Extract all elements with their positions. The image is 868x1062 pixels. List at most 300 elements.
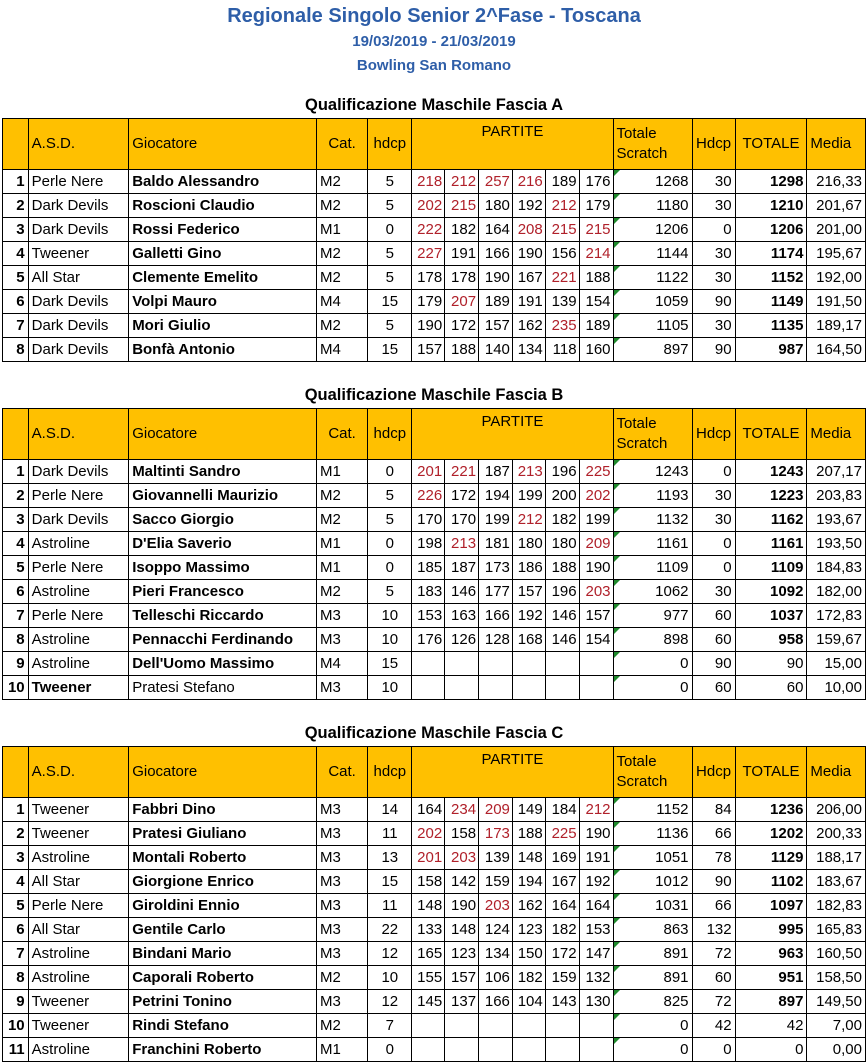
table-row [3, 266, 866, 290]
row-game-score [512, 1014, 545, 1038]
row-game-score: 192 [512, 604, 545, 628]
row-position: 5 [3, 894, 29, 918]
row-media: 182,83 [807, 894, 866, 918]
row-game-score: 169 [545, 846, 579, 870]
row-media: 172,83 [807, 604, 866, 628]
row-game-score: 163 [445, 604, 479, 628]
row-asd: Tweener [28, 990, 129, 1014]
row-media: 192,00 [807, 266, 866, 290]
row-totale: 1243 [735, 460, 807, 484]
table-row [3, 314, 866, 338]
row-category: M3 [316, 676, 367, 700]
row-player-name: Sacco Giorgio [129, 508, 317, 532]
row-player-name: Galletti Gino [129, 242, 317, 266]
row-hdcp-total: 30 [692, 266, 735, 290]
row-media: 200,33 [807, 822, 866, 846]
row-category: M2 [316, 266, 367, 290]
row-hdcp: 15 [368, 338, 412, 362]
row-player-name: Mori Giulio [129, 314, 317, 338]
header-totale: TOTALE [735, 119, 807, 170]
row-hdcp: 11 [368, 822, 412, 846]
table-row [3, 628, 866, 652]
row-game-score: 199 [579, 508, 613, 532]
row-hdcp: 10 [368, 676, 412, 700]
row-category: M2 [316, 314, 367, 338]
row-game-score: 182 [545, 508, 579, 532]
row-game-score: 203 [445, 846, 479, 870]
header-cat: Cat. [316, 119, 367, 170]
row-category: M1 [316, 1038, 367, 1062]
row-player-name: Volpi Mauro [129, 290, 317, 314]
row-game-score: 203 [479, 894, 513, 918]
row-category: M3 [316, 942, 367, 966]
row-totale-scratch: 1136 [613, 822, 692, 846]
row-game-score: 190 [579, 822, 613, 846]
row-hdcp-total: 84 [692, 798, 735, 822]
row-game-score: 209 [479, 798, 513, 822]
row-hdcp: 5 [368, 484, 412, 508]
row-category: M3 [316, 894, 367, 918]
row-totale: 60 [735, 676, 807, 700]
row-game-score: 172 [445, 484, 479, 508]
row-media: 216,33 [807, 170, 866, 194]
row-hdcp: 15 [368, 290, 412, 314]
row-game-score: 202 [412, 822, 445, 846]
row-game-score [412, 652, 445, 676]
row-game-score: 148 [512, 846, 545, 870]
row-asd: Astroline [28, 1038, 129, 1062]
row-game-score [579, 652, 613, 676]
row-media: 7,00 [807, 1014, 866, 1038]
row-game-score [545, 652, 579, 676]
header-giocatore: Giocatore [129, 119, 317, 170]
row-position: 9 [3, 652, 29, 676]
row-player-name: Bonfà Antonio [129, 338, 317, 362]
row-asd: Dark Devils [28, 194, 129, 218]
row-totale-scratch: 1031 [613, 894, 692, 918]
row-game-score: 225 [545, 822, 579, 846]
row-game-score: 176 [412, 628, 445, 652]
row-media: 183,67 [807, 870, 866, 894]
row-asd: Astroline [28, 580, 129, 604]
row-game-score: 189 [545, 170, 579, 194]
row-asd: Dark Devils [28, 508, 129, 532]
row-hdcp-total: 30 [692, 242, 735, 266]
row-media: 149,50 [807, 990, 866, 1014]
row-totale: 1109 [735, 556, 807, 580]
header-partite: PARTITE [412, 409, 613, 460]
row-hdcp-total: 90 [692, 652, 735, 676]
table-row [3, 1014, 866, 1038]
row-asd: Dark Devils [28, 218, 129, 242]
row-game-score: 149 [512, 798, 545, 822]
row-game-score: 192 [512, 194, 545, 218]
row-game-score: 207 [445, 290, 479, 314]
row-totale-scratch: 1152 [613, 798, 692, 822]
row-game-score: 188 [545, 556, 579, 580]
row-hdcp: 12 [368, 942, 412, 966]
table-row [3, 966, 866, 990]
row-game-score: 190 [479, 266, 513, 290]
row-game-score: 165 [412, 942, 445, 966]
header-hdcp-total: Hdcp [692, 409, 735, 460]
table-row [3, 676, 866, 700]
row-game-score: 132 [579, 966, 613, 990]
row-hdcp: 14 [368, 798, 412, 822]
row-game-score [445, 676, 479, 700]
row-totale-scratch: 1206 [613, 218, 692, 242]
row-asd: Dark Devils [28, 338, 129, 362]
row-asd: Astroline [28, 846, 129, 870]
row-hdcp-total: 72 [692, 942, 735, 966]
row-category: M2 [316, 966, 367, 990]
header-pos [3, 409, 29, 460]
row-position: 7 [3, 314, 29, 338]
report-title: Regionale Singolo Senior 2^Fase - Toscana [227, 5, 641, 27]
row-game-score: 173 [479, 556, 513, 580]
row-game-score: 148 [412, 894, 445, 918]
table-row [3, 290, 866, 314]
row-category: M3 [316, 990, 367, 1014]
row-player-name: Giroldini Ennio [129, 894, 317, 918]
table-row [3, 338, 866, 362]
row-asd: All Star [28, 266, 129, 290]
row-hdcp: 22 [368, 918, 412, 942]
row-hdcp: 0 [368, 556, 412, 580]
row-asd: All Star [28, 870, 129, 894]
row-game-score: 214 [579, 242, 613, 266]
row-position: 3 [3, 218, 29, 242]
row-position: 7 [3, 604, 29, 628]
row-totale-scratch: 891 [613, 966, 692, 990]
header-totale-scratch [613, 747, 692, 798]
row-game-score [545, 1038, 579, 1062]
row-asd: Dark Devils [28, 460, 129, 484]
row-position: 6 [3, 918, 29, 942]
table-row [3, 894, 866, 918]
row-hdcp-total: 66 [692, 822, 735, 846]
row-totale-scratch: 0 [613, 652, 692, 676]
row-game-score: 179 [579, 194, 613, 218]
row-hdcp-total: 42 [692, 1014, 735, 1038]
row-hdcp: 5 [368, 314, 412, 338]
row-game-score: 162 [512, 894, 545, 918]
row-game-score: 170 [412, 508, 445, 532]
table-row [3, 870, 866, 894]
row-position: 6 [3, 290, 29, 314]
row-game-score: 154 [579, 628, 613, 652]
row-game-score: 182 [545, 918, 579, 942]
row-asd: Perle Nere [28, 170, 129, 194]
row-game-score: 172 [545, 942, 579, 966]
header-hdcp-total: Hdcp [692, 119, 735, 170]
row-totale-scratch: 0 [613, 1038, 692, 1062]
row-position: 4 [3, 870, 29, 894]
row-game-score: 164 [412, 798, 445, 822]
row-totale-scratch: 1268 [613, 170, 692, 194]
row-game-score: 130 [579, 990, 613, 1014]
header-pos [3, 747, 29, 798]
table-row [3, 218, 866, 242]
row-game-score: 190 [579, 556, 613, 580]
report-venue: Bowling San Romano [356, 57, 512, 74]
row-totale: 958 [735, 628, 807, 652]
table-row [3, 580, 866, 604]
row-game-score: 202 [412, 194, 445, 218]
header-asd: A.S.D. [28, 119, 129, 170]
row-game-score [412, 1038, 445, 1062]
row-hdcp: 5 [368, 508, 412, 532]
row-game-score: 208 [512, 218, 545, 242]
table-row [3, 460, 866, 484]
row-asd: Perle Nere [28, 484, 129, 508]
row-hdcp: 12 [368, 990, 412, 1014]
row-hdcp: 11 [368, 894, 412, 918]
row-game-score: 190 [445, 894, 479, 918]
header-totale: TOTALE [735, 747, 807, 798]
table-row [3, 194, 866, 218]
row-hdcp-total: 78 [692, 846, 735, 870]
row-position: 1 [3, 460, 29, 484]
row-game-score: 177 [479, 580, 513, 604]
row-category: M4 [316, 290, 367, 314]
table-row [3, 508, 866, 532]
row-game-score: 178 [445, 266, 479, 290]
row-game-score [479, 652, 513, 676]
header-hdcp: hdcp [368, 747, 412, 798]
row-game-score [479, 676, 513, 700]
table-row [3, 990, 866, 1014]
header-cat: Cat. [316, 409, 367, 460]
row-game-score: 137 [445, 990, 479, 1014]
row-game-score: 168 [512, 628, 545, 652]
row-media: 189,17 [807, 314, 866, 338]
row-category: M1 [316, 532, 367, 556]
row-game-score: 215 [445, 194, 479, 218]
table-row [3, 242, 866, 266]
row-game-score: 154 [579, 290, 613, 314]
header-pos [3, 119, 29, 170]
row-game-score [545, 1014, 579, 1038]
row-hdcp: 0 [368, 1038, 412, 1062]
row-game-score [445, 652, 479, 676]
row-category: M2 [316, 1014, 367, 1038]
row-media: 201,67 [807, 194, 866, 218]
row-media: 159,67 [807, 628, 866, 652]
row-asd: Astroline [28, 942, 129, 966]
row-game-score: 189 [479, 290, 513, 314]
row-position: 10 [3, 1014, 29, 1038]
row-game-score: 202 [579, 484, 613, 508]
row-game-score: 166 [479, 990, 513, 1014]
table-row [3, 798, 866, 822]
row-totale-scratch: 1122 [613, 266, 692, 290]
row-position: 4 [3, 532, 29, 556]
row-game-score: 167 [512, 266, 545, 290]
row-totale-scratch: 1062 [613, 580, 692, 604]
row-game-score: 139 [545, 290, 579, 314]
row-game-score: 185 [412, 556, 445, 580]
row-category: M2 [316, 242, 367, 266]
row-totale: 42 [735, 1014, 807, 1038]
row-position: 9 [3, 990, 29, 1014]
row-game-score: 234 [445, 798, 479, 822]
row-game-score: 143 [545, 990, 579, 1014]
row-game-score: 166 [479, 604, 513, 628]
header-giocatore: Giocatore [129, 747, 317, 798]
row-game-score: 150 [512, 942, 545, 966]
row-hdcp: 15 [368, 652, 412, 676]
row-totale: 1149 [735, 290, 807, 314]
row-hdcp-total: 30 [692, 314, 735, 338]
row-game-score: 170 [445, 508, 479, 532]
row-media: 201,00 [807, 218, 866, 242]
header-hdcp: hdcp [368, 409, 412, 460]
row-category: M3 [316, 870, 367, 894]
row-totale: 1037 [735, 604, 807, 628]
row-game-score: 215 [579, 218, 613, 242]
row-game-score: 176 [579, 170, 613, 194]
row-player-name: Pratesi Giuliano [129, 822, 317, 846]
row-hdcp-total: 0 [692, 218, 735, 242]
row-game-score: 212 [445, 170, 479, 194]
row-game-score: 216 [512, 170, 545, 194]
row-game-score: 201 [412, 846, 445, 870]
row-player-name: Telleschi Riccardo [129, 604, 317, 628]
row-totale: 1129 [735, 846, 807, 870]
row-game-score: 139 [479, 846, 513, 870]
row-game-score: 203 [579, 580, 613, 604]
row-game-score [412, 1014, 445, 1038]
row-hdcp-total: 72 [692, 990, 735, 1014]
row-player-name: Giorgione Enrico [129, 870, 317, 894]
row-player-name: Pieri Francesco [129, 580, 317, 604]
row-player-name: Montali Roberto [129, 846, 317, 870]
row-totale-scratch: 0 [613, 676, 692, 700]
row-player-name: Roscioni Claudio [129, 194, 317, 218]
row-game-score: 188 [445, 338, 479, 362]
row-hdcp-total: 66 [692, 894, 735, 918]
row-hdcp-total: 0 [692, 532, 735, 556]
row-game-score: 156 [545, 242, 579, 266]
row-game-score: 184 [545, 798, 579, 822]
row-game-score: 134 [512, 338, 545, 362]
row-game-score: 126 [445, 628, 479, 652]
row-game-score: 235 [545, 314, 579, 338]
row-game-score: 153 [412, 604, 445, 628]
row-category: M2 [316, 194, 367, 218]
row-asd: Perle Nere [28, 894, 129, 918]
row-player-name: Rossi Federico [129, 218, 317, 242]
row-game-score: 157 [512, 580, 545, 604]
row-hdcp: 0 [368, 460, 412, 484]
row-media: 15,00 [807, 652, 866, 676]
row-totale-scratch: 1059 [613, 290, 692, 314]
row-game-score: 212 [545, 194, 579, 218]
table-row [3, 942, 866, 966]
row-totale: 1162 [735, 508, 807, 532]
row-totale-scratch: 1161 [613, 532, 692, 556]
row-position: 3 [3, 846, 29, 870]
header-row [3, 409, 866, 460]
row-totale-scratch: 1105 [613, 314, 692, 338]
row-asd: Perle Nere [28, 604, 129, 628]
row-category: M3 [316, 628, 367, 652]
row-hdcp-total: 90 [692, 290, 735, 314]
row-hdcp-total: 90 [692, 338, 735, 362]
table-row [3, 556, 866, 580]
row-hdcp-total: 60 [692, 676, 735, 700]
row-hdcp: 7 [368, 1014, 412, 1038]
table-row [3, 604, 866, 628]
row-media: 184,83 [807, 556, 866, 580]
table-row [3, 1038, 866, 1062]
row-position: 8 [3, 338, 29, 362]
row-totale: 1092 [735, 580, 807, 604]
row-totale-scratch: 897 [613, 338, 692, 362]
row-game-score: 201 [412, 460, 445, 484]
row-asd: All Star [28, 918, 129, 942]
row-totale-scratch: 825 [613, 990, 692, 1014]
header-partite: PARTITE [412, 747, 613, 798]
header-totale-scratch-line1: Totale [616, 753, 657, 770]
row-game-score: 212 [579, 798, 613, 822]
row-player-name: Giovannelli Maurizio [129, 484, 317, 508]
row-game-score: 164 [579, 894, 613, 918]
header-asd: A.S.D. [28, 747, 129, 798]
row-game-score [579, 1014, 613, 1038]
table-row [3, 822, 866, 846]
row-game-score: 155 [412, 966, 445, 990]
header-media: Media [807, 119, 866, 170]
section-title: Qualificazione Maschile Fascia B [304, 386, 564, 404]
report-dates: 19/03/2019 - 21/03/2019 [352, 33, 516, 50]
row-game-score: 153 [579, 918, 613, 942]
row-player-name: Maltinti Sandro [129, 460, 317, 484]
row-hdcp-total: 30 [692, 580, 735, 604]
row-game-score: 157 [479, 314, 513, 338]
row-media: 206,00 [807, 798, 866, 822]
row-hdcp-total: 90 [692, 870, 735, 894]
row-game-score [545, 676, 579, 700]
row-asd: Tweener [28, 242, 129, 266]
row-game-score: 182 [512, 966, 545, 990]
row-totale: 1102 [735, 870, 807, 894]
row-category: M3 [316, 846, 367, 870]
row-hdcp-total: 0 [692, 556, 735, 580]
row-hdcp-total: 30 [692, 484, 735, 508]
row-game-score: 104 [512, 990, 545, 1014]
header-totale-scratch-line2: Scratch [616, 435, 668, 452]
row-totale: 1174 [735, 242, 807, 266]
row-game-score: 123 [445, 942, 479, 966]
row-game-score: 106 [479, 966, 513, 990]
row-game-score [479, 1014, 513, 1038]
row-totale: 1223 [735, 484, 807, 508]
row-game-score: 213 [512, 460, 545, 484]
row-totale: 1161 [735, 532, 807, 556]
row-totale: 1097 [735, 894, 807, 918]
row-totale: 1152 [735, 266, 807, 290]
table-row [3, 918, 866, 942]
row-player-name: Franchini Roberto [129, 1038, 317, 1062]
table-row [3, 170, 866, 194]
row-hdcp: 10 [368, 628, 412, 652]
row-asd: Astroline [28, 628, 129, 652]
row-totale-scratch: 1109 [613, 556, 692, 580]
row-game-score: 172 [445, 314, 479, 338]
row-asd: Dark Devils [28, 290, 129, 314]
